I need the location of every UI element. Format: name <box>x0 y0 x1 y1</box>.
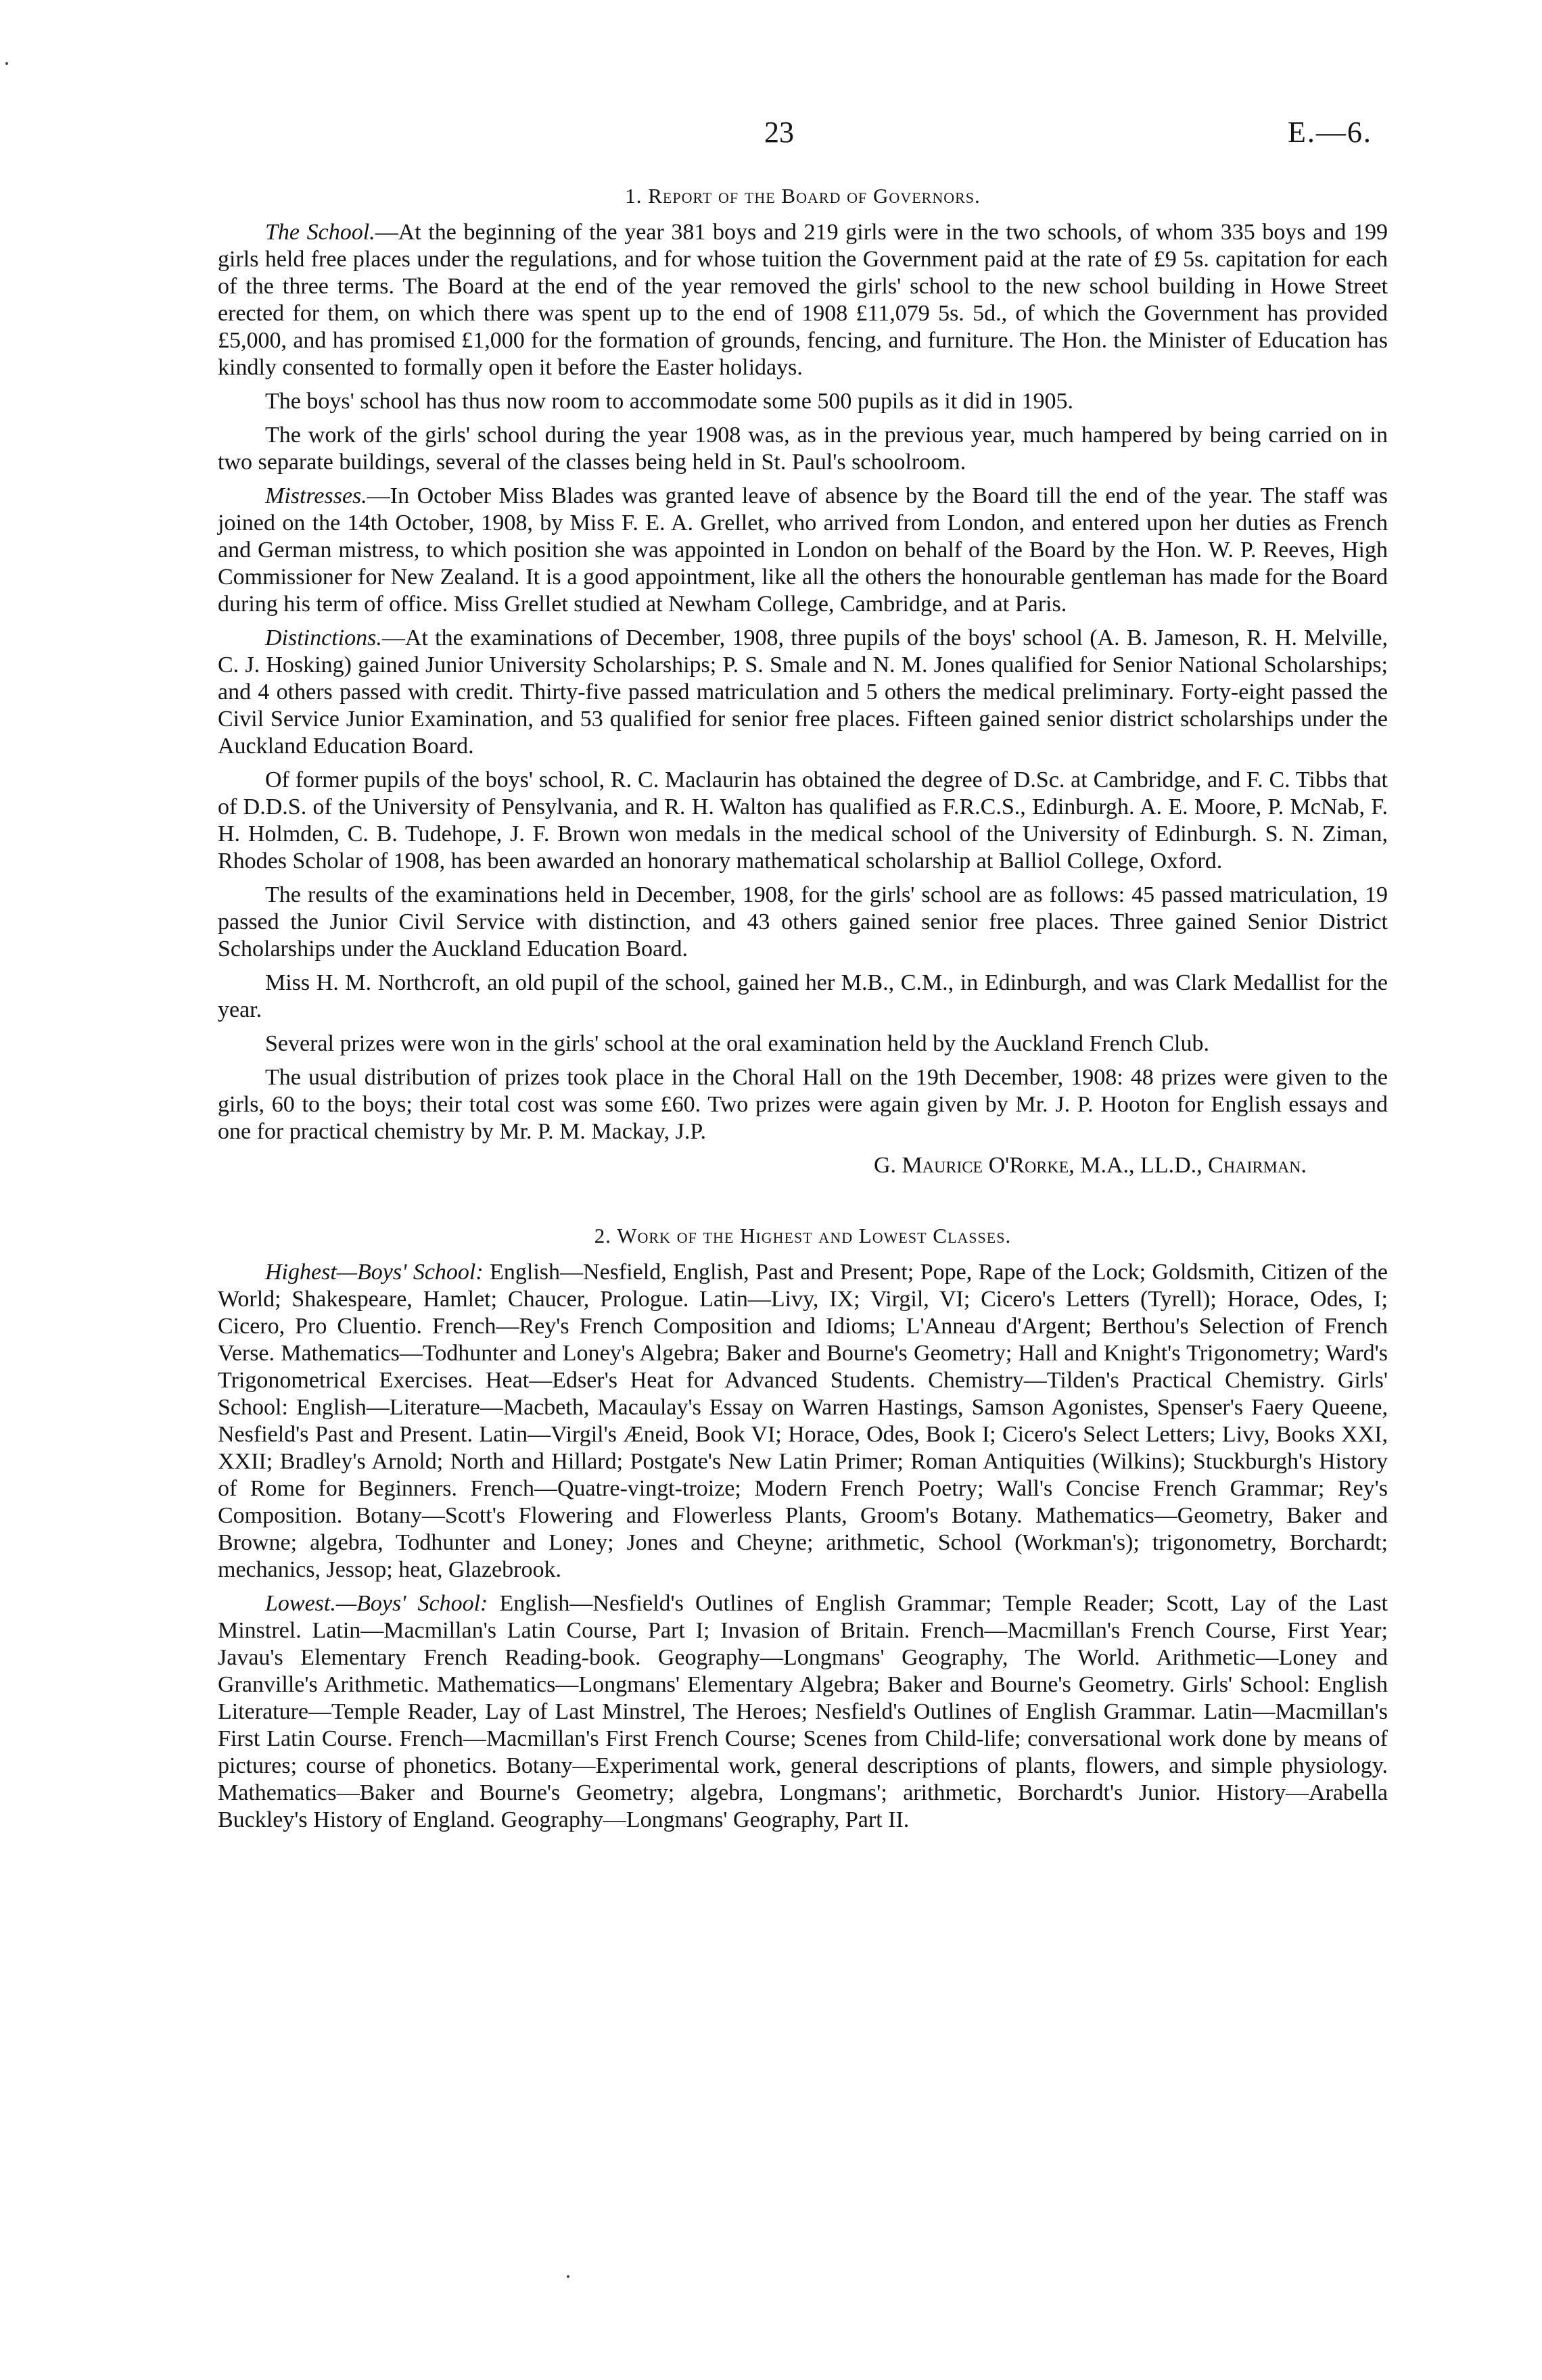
page-number: 23 <box>764 116 794 149</box>
paragraph-highest-classes <box>218 1259 1388 1584</box>
paragraph-lead: Mistresses. <box>265 483 367 508</box>
paragraph-lead: Lowest.—Boys' School: <box>265 1591 488 1616</box>
paragraph-text: —In October Miss Blades was granted leave of absence by the Board till the end of the year. The staff was joined on the 14th October, 1908, by Miss F. E. A. Grellet, who arrived from London, and entered upon her duties as French and German mistress, to which position she was appointed in London on behalf of the Board by the Hon. W. P. Reeves, High Commissioner for New Zealand. It is a good appointment, like all the others the honourable gentleman has made for the Board during his term of office. Miss Grellet studied at Newham College, Cambridge, and at Paris. <box>218 483 1388 617</box>
page-header <box>0 115 1542 156</box>
paragraph-lead: Highest—Boys' School: <box>265 1260 484 1285</box>
paragraph-distinctions <box>218 625 1388 760</box>
paragraph-lead: The School. <box>265 220 375 245</box>
paragraph-text: Several prizes were won in the girls' school at the oral examination held by the Auckland French Club. <box>265 1031 1209 1056</box>
paragraph-text: —At the beginning of the year 381 boys and 219 girls were in the two schools, of whom 335 boys and 199 girls held free places under the regulations, and for whose tuition the Government paid at the rate of £9 5s. capitation for each of the three terms. The Board at the end of the year removed the girls' school to the new school building in Howe Street erected for them, on which there was spent up to the end of 1908 £11,079 5s. 5d., of which the Government has provided £5,000, and has promised £1,000 for the formation of grounds, fencing, and furniture. The Hon. the Minister of Education has kindly consented to formally open it before the Easter holidays. <box>218 220 1388 380</box>
paragraph-prizes <box>218 1064 1388 1145</box>
paragraph-girls-results <box>218 882 1388 963</box>
document-code: E.—6. <box>1288 116 1372 149</box>
paragraph-text: The boys' school has thus now room to accommodate some 500 pupils as it did in 1905. <box>265 389 1074 414</box>
paragraph-the-school <box>218 219 1388 381</box>
paragraph-text: English—Nesfield's Outlines of English Grammar; Temple Reader; Scott, Lay of the Last Minstrel. Latin—Macmillan's Latin Course, Part I; Invasion of Britain. French—Macmillan's French Course, First Year; Javau's Elementary French Reading-book. Geography—Longmans' Geography, The World. Arithmetic—Loney and Granville's Arithmetic. Mathematics—Longmans' Elementary Algebra; Baker and Bourne's Geometry. Girls' School: English Literature—Temple Reader, Lay of Last Minstrel, The Heroes; Nesfield's Outlines of English Grammar. Latin—Macmillan's First Latin Course. French—Macmillan's First French Course; Scenes from Child-life; conversational work done by means of pictures; course of phonetics. Botany—Experimental work, general descriptions of plants, flowers, and simple physiology. Mathematics—Baker and Bourne's Geometry; algebra, Longmans'; arithmetic, Borchardt's Junior. History—Arabella Buckley's History of England. Geography—Longmans' Geography, Part II. <box>218 1591 1388 1832</box>
paragraph-text: The results of the examinations held in December, 1908, for the girls' school are as follows: 45 passed matriculation, 19 passed the Junior Civil Service with distinction, and 43 others gained senior free places. Three gained Senior District Scholarships under the Auckland Education Board. <box>218 882 1388 961</box>
paragraph-text: English—Nesfield, English, Past and Present; Pope, Rape of the Lock; Goldsmith, Citizen of the World; Shakespeare, Hamlet; Chaucer, Prologue. Latin—Livy, IX; Virgil, VI; Cicero's Letters (Tyrell); Horace, Odes, I; Cicero, Pro Cluentio. French—Rey's French Composition and Idioms; L'Anneau d'Argent; Berthou's Selection of French Verse. Mathematics—Todhunter and Loney's Algebra; Baker and Bourne's Geometry; Hall and Knight's Trigonometry; Ward's Trigonometrical Exercises. Heat—Edser's Heat for Advanced Students. Chemistry—Tilden's Practical Chemistry. Girls' School: English—Literature—Macbeth, Macaulay's Essay on Warren Hastings, Samson Agonistes, Spenser's Faery Queene, Nesfield's Past and Present. Latin—Virgil's Æneid, Book VI; Horace, Odes, Book I; Cicero's Select Letters; Livy, Books XXI, XXII; Bradley's Arnold; North and Hillard; Postgate's New Latin Primer; Roman Antiquities (Wilkins); Stuckburgh's History of Rome for Beginners. French—Quatre-vingt-troize; Modern French Poetry; Wall's Concise French Grammar; Rey's Composition. Botany—Scott's Flowering and Flowerless Plants, Groom's Botany. Mathematics—Geometry, Baker and Browne; algebra, Todhunter and Loney; Jones and Cheyne; arithmetic, School (Workman's); trigonometry, Borchardt; mechanics, Jessop; heat, Glazebrook. <box>218 1260 1388 1582</box>
paragraph-text: Of former pupils of the boys' school, R. C. Maclaurin has obtained the degree of D.Sc. at Cambridge, and F. C. Tibbs that of D.D.S. of the University of Pensylvania, and R. H. Walton has qualified as F.R.C.S., Edinburgh. A. E. Moore, P. McNab, F. H. Holmden, C. B. Tudehope, J. F. Brown won medals in the medical school of the University of Edinburgh. S. N. Ziman, Rhodes Scholar of 1908, has been awarded an honorary mathematical scholarship at Balliol College, Oxford. <box>218 767 1388 874</box>
page-content <box>218 183 1388 1840</box>
paragraph-former-pupils <box>218 767 1388 875</box>
paragraph-boys-school-room <box>218 388 1388 415</box>
paragraph-lead: Distinctions. <box>265 625 382 650</box>
section-title-report: 1. Report of the Board of Governors. <box>625 184 981 208</box>
paragraph-lowest-classes <box>218 1590 1388 1834</box>
paragraph-text: —At the examinations of December, 1908, three pupils of the boys' school (A. B. Jameson, R. H. Melville, C. J. Hosking) gained Junior University Scholarships; P. S. Smale and N. M. Jones qualified for Senior National Scholarships; and 4 others passed with credit. Thirty-five passed matriculation and 5 others the medical preliminary. Forty-eight passed the Civil Service Junior Examination, and 53 qualified for senior free places. Fifteen gained senior district scholarships under the Auckland Education Board. <box>218 625 1388 759</box>
chairman-signature: G. Maurice O'Rorke, M.A., LL.D., Chairman. <box>873 1153 1307 1178</box>
scan-speck <box>5 62 8 65</box>
paragraph-text: The work of the girls' school during the year 1908 was, as in the previous year, much hampered by being carried on in two separate buildings, several of the classes being held in St. Paul's schoolroom. <box>218 423 1388 475</box>
paragraph-girls-school-work <box>218 422 1388 476</box>
paragraph-northcroft <box>218 970 1388 1024</box>
paragraph-text: Miss H. M. Northcroft, an old pupil of the school, gained her M.B., C.M., in Edinburgh, and was Clark Medallist for the year. <box>218 970 1388 1022</box>
section-title-classes: 2. Work of the Highest and Lowest Classes. <box>594 1224 1012 1247</box>
paragraph-text: The usual distribution of prizes took place in the Choral Hall on the 19th December, 1908: 48 prizes were given to the girls, 60 to the boys; their total cost was some £60. Two prizes were again given by Mr. J. P. Hooton for English essays and one for practical chemistry by Mr. P. M. Mackay, J.P. <box>218 1065 1388 1144</box>
scan-speck <box>567 2275 569 2278</box>
paragraph-french-club <box>218 1030 1388 1057</box>
paragraph-mistresses <box>218 483 1388 618</box>
